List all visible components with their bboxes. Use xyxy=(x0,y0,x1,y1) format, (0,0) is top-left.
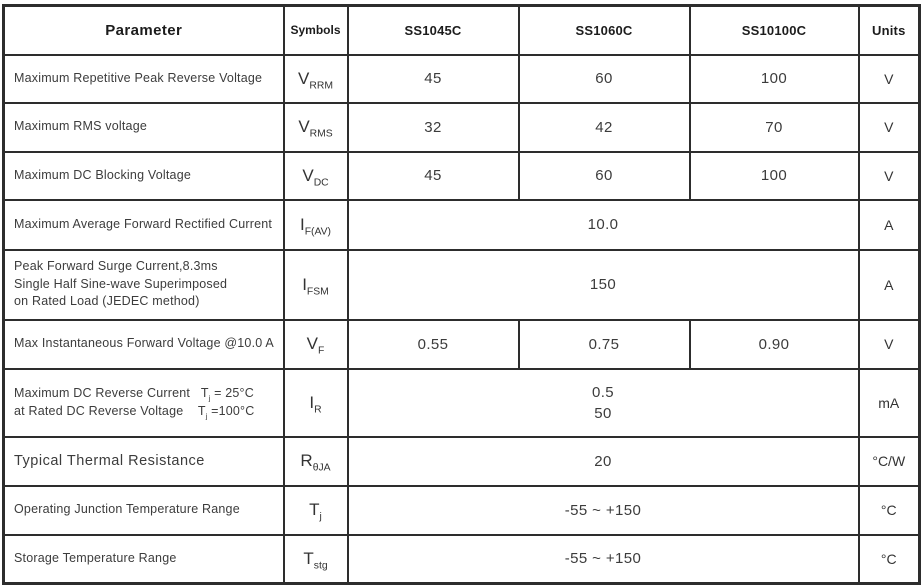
unit-cell: A xyxy=(859,250,920,320)
table-row xyxy=(4,486,920,535)
parameter-line: Single Half Sine-wave Superimposed xyxy=(14,276,228,291)
header-device-ss10100c: SS10100C xyxy=(690,6,859,55)
parameter-cell xyxy=(4,103,284,152)
value-cell-span xyxy=(348,369,859,437)
parameter-line: Maximum Average Forward Rectified Current xyxy=(14,216,273,231)
value-cell: 0.90 xyxy=(690,320,859,369)
header-device-ss1060c: SS1060C xyxy=(519,6,690,55)
value-line: 150 xyxy=(589,276,617,293)
header-symbols: Symbols xyxy=(284,6,348,55)
value-cell: 100 xyxy=(690,55,859,103)
value-cell: 60 xyxy=(519,152,690,200)
parameter-line: Operating Junction Temperature Range xyxy=(14,502,240,517)
unit-cell: °C xyxy=(859,486,920,535)
value-cell-span xyxy=(348,437,859,486)
parameter-cell xyxy=(4,369,284,437)
value-cell: 0.75 xyxy=(519,320,690,369)
unit-cell: V xyxy=(859,152,920,200)
unit-cell: mA xyxy=(859,369,920,437)
symbol-cell: $I_{F(AV)}$ xyxy=(284,200,348,250)
spec-table-header xyxy=(4,6,920,55)
header-row xyxy=(4,6,920,55)
parameter-cell xyxy=(4,250,284,320)
unit-cell: °C xyxy=(859,535,920,584)
unit-cell: °C/W xyxy=(859,437,920,486)
symbol-cell: $I_{FSM}$ xyxy=(284,250,348,320)
parameter-cell xyxy=(4,152,284,200)
symbol-cell: $I_R$ xyxy=(284,369,348,437)
spec-table xyxy=(2,4,921,585)
symbol-cell: $V_{RRM}$ xyxy=(284,55,348,103)
value-line: 10.0 xyxy=(587,216,619,233)
parameter-line: Max Instantaneous Forward Voltage @10.0 A xyxy=(14,336,274,351)
value-cell: 45 xyxy=(348,152,519,200)
value-line: 0.5 xyxy=(591,383,615,401)
symbol-cell: $R_{\theta JA}$ xyxy=(284,437,348,486)
symbol-cell: $V_{RMS}$ xyxy=(284,103,348,152)
value-cell: 60 xyxy=(519,55,690,103)
header-device-ss1045c: SS1045C xyxy=(348,6,519,55)
table-row xyxy=(4,200,920,250)
parameter-cell xyxy=(4,320,284,369)
value-line: -55 ~ +150 xyxy=(564,501,642,519)
parameter-cell xyxy=(4,55,284,103)
parameter-line: at Rated DC Reverse Voltage $T_j =100^\circ C$ xyxy=(14,403,255,420)
table-row xyxy=(4,535,920,584)
value-line: 50 xyxy=(594,404,612,422)
parameter-line: Peak Forward Surge Current,8.3ms xyxy=(14,258,218,273)
value-cell: 100 xyxy=(690,152,859,200)
value-cell-span xyxy=(348,200,859,250)
parameter-cell xyxy=(4,486,284,535)
parameter-cell xyxy=(4,200,284,250)
value-line: 20 xyxy=(594,452,612,470)
parameter-cell xyxy=(4,437,284,486)
header-units: Units xyxy=(859,6,920,55)
table-row xyxy=(4,152,920,200)
parameter-line: Maximum DC Blocking Voltage xyxy=(14,167,191,182)
parameter-cell xyxy=(4,535,284,584)
value-cell: 45 xyxy=(348,55,519,103)
parameter-line: Maximum RMS voltage xyxy=(14,119,147,134)
value-cell: 42 xyxy=(519,103,690,152)
parameter-line: Storage Temperature Range xyxy=(14,550,177,565)
parameter-line: Maximum Repetitive Peak Reverse Voltage xyxy=(14,70,263,85)
unit-cell: V xyxy=(859,103,920,152)
table-row xyxy=(4,369,920,437)
value-cell: 70 xyxy=(690,103,859,152)
spec-table-body xyxy=(4,55,920,584)
header-parameter: Parameter xyxy=(4,6,284,55)
table-row xyxy=(4,103,920,152)
parameter-line: Maximum DC Reverse Current $T_j = 25^\circ C$ xyxy=(14,385,254,403)
unit-cell: V xyxy=(859,55,920,103)
value-cell: 0.55 xyxy=(348,320,519,369)
table-row xyxy=(4,55,920,103)
unit-cell: V xyxy=(859,320,920,369)
value-cell: 32 xyxy=(348,103,519,152)
parameter-line: on Rated Load (JEDEC method) xyxy=(14,294,200,309)
value-cell-span xyxy=(348,486,859,535)
symbol-cell: $T_j$ xyxy=(284,486,348,535)
parameter-line: Typical Thermal Resistance xyxy=(14,452,205,469)
value-cell-span xyxy=(348,250,859,320)
unit-cell: A xyxy=(859,200,920,250)
symbol-cell: $T_{stg}$ xyxy=(284,535,348,584)
table-row xyxy=(4,250,920,320)
value-line: -55 ~ +150 xyxy=(564,550,642,568)
symbol-cell: $V_F$ xyxy=(284,320,348,369)
symbol-cell: $V_{DC}$ xyxy=(284,152,348,200)
value-cell-span xyxy=(348,535,859,584)
table-row xyxy=(4,437,920,486)
table-row xyxy=(4,320,920,369)
